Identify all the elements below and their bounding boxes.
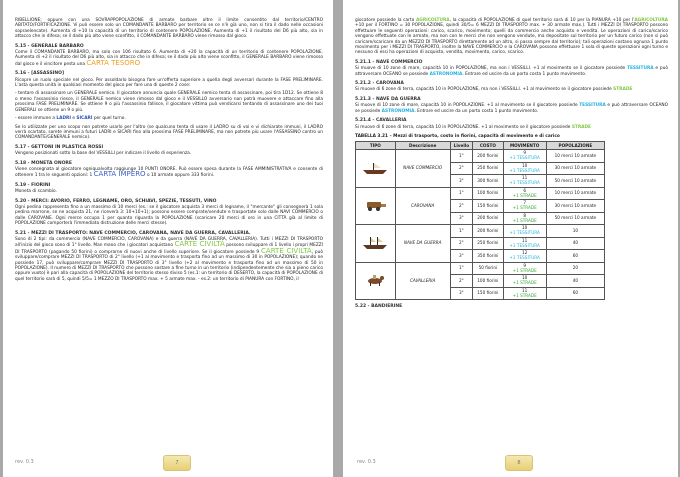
movement-value: 9 [523, 262, 526, 268]
section-heading: 5.19 - FIORINI [15, 182, 51, 188]
paragraph-text: Sono di 2 tipi: da commercio (NAVE COMMERCIO, CAROVANA) e da guerra (NAVE DA GUERRA, CAVALLERIA). Tutti i MEZZI DI TRASPORTO all'inizio del gioco sono di 1° livello. Man mano che i giocatori acquistano [15, 237, 323, 249]
page-left-content [15, 18, 323, 285]
paragraph [355, 66, 668, 77]
paragraph-text: Viene consegnata al giocatore ogniqualvolta raggiunge 10 PUNTI ONORE. Può essere spesa durante la FASE AMMINISTRATIVA e consente di ottenere 1 tra le seguenti opzioni: 1 [15, 166, 323, 179]
movement-cell [503, 275, 546, 288]
section-heading: 5.21.3 - NAVE DA GUERRA [355, 96, 421, 102]
page-number-badge: 8 [505, 455, 533, 471]
highlight-term: TESSITURA [627, 66, 654, 72]
movement-value: 11 [522, 287, 528, 293]
unit-image-cell [356, 187, 396, 225]
section-heading: 5.21 - MEZZI DI TRASPORTO: NAVE COMMERCIO, CAROVANA, NAVE DA GUERRA, CAVALLERIA. [15, 230, 251, 236]
highlight-term: SICARI [76, 116, 93, 122]
level-cell: 1° [450, 262, 473, 275]
population-cell: 30 merci 10 armate [546, 200, 604, 213]
highlight-term: STRADE [613, 87, 633, 93]
table-row [356, 225, 605, 238]
paragraph-text: , può sviluppare/comprare MEZZI DI TRASPORTO di 2° livello (+1 al movimento e trasporta fino ad un massimo di 30 in POPOLAZIONE); quando ne possiede 17, può sviluppare/comprare MEZZI DI TRASPORTO di 3° livello (+2 al movimento e trasporta fino ad un massimo di 50 in POPOLAZIONE). Il numero di MEZZI DI TRASPORTO che possono sostare a fine turno in un territorio (indipendentemente che sia a pieno carico oppure vuoto) è pari alla capacità di POPOLAZIONE del territorio stesso diviso 5 (es.1: un territorio di DESERTO, la capacità di POPOLAZIONE di quel territorio sarà di 5, quindi 5/5= 1 MEZZO DI TRASPORTO max. + 5 armate max. - es.2: un territorio di PIANURA con FORTINO, il [15, 249, 324, 282]
population-cell: 10 merci 10 armate [546, 187, 604, 200]
movement-bonus: +1 TESSITURA [509, 242, 540, 248]
paragraph-text: , la capacità di POPOLAZIONE di quel territorio sarà di 10 per la PIANURA +10 per l' [449, 18, 635, 23]
section-heading: 5.21.4 - CAVALLERIA [355, 118, 407, 124]
paragraph [355, 87, 668, 92]
movement-bonus: +1 STRADE [512, 217, 537, 223]
cavalry-icon [361, 273, 389, 287]
movement-cell [503, 162, 546, 175]
level-cell: 2° [450, 275, 473, 288]
section-heading: 5.21.2 - CAROVANA [355, 81, 404, 87]
paragraph-text: +10 per il FORTINO = 30 POPOLAZIONE, quindi 30/5= 6 MEZZI DI TRASPORTO max. + 30 armate max.). Tutti i MEZZI DI TRASPORTO possono effettuare le seguenti operazioni: carico, scarico, movimento; quelli da commercio anche acquisto e vendita. Le operazioni di carico/scarico vengono effettuate con le armate, ma non con le merci che non vengono vendute, ma depositate sul territorio per un futuro carico (non si può caricare/scaricare da un MEZZO DI TRASPORTO direttamente ad un altro, si passa sempre dal territorio); tali operazioni costano ognuna 1 punto movimento per i MEZZI DI TRASPORTO, inoltre la NAVE COMMERCIO e la CAROVANA possono effettuare 1 sola di queste operazioni ogni turno e nessuno di essi ha operazioni di acquisto, vendita, movimento, carico, scarico. [355, 23, 668, 56]
paragraph [15, 50, 323, 67]
table-row [356, 262, 605, 275]
paragraph-text: Si muove di 6 zone di terra, capacità 10 in POPOLAZIONE. +1 al movimento se il giocatore possiede [355, 124, 571, 130]
paragraph: Ricopre un ruolo speciale nel gioco. Per assoldarlo bisogna fare un'offerta superiore a quella degli avversari durante la FASE PRELIMINARE. L'asta questa unità in qualsiasi momento del gioco per fare una di queste 2 cose: [15, 77, 323, 89]
highlight-card-name: CARTE CIVILTÀ [261, 246, 312, 255]
table-header-cell: TIPO [356, 142, 396, 150]
movement-bonus: +1 TESSITURA [509, 230, 540, 236]
table-header-cell: Livello [450, 142, 473, 150]
population-cell: 20 [546, 262, 604, 275]
paragraph [15, 167, 323, 179]
paragraph [355, 18, 668, 56]
highlight-term: AGRICOLTURA [415, 18, 450, 23]
table-row [356, 150, 605, 163]
section-heading: 5.20 - MERCI: AVORIO, FERRO, LEGNAME, ORO, SCHIAVI, SPEZIE, TESSUTI, VINO [15, 198, 217, 204]
movement-cell [503, 212, 546, 225]
level-cell: 1° [450, 225, 473, 238]
cost-cell: 250 fiorini [473, 162, 503, 175]
table-caption: TABELLA 3.21 – Mezzi di trasporto, costo in fiorini, capacità di movimento e di carico [355, 133, 560, 139]
paragraph: - tentare di assassinare un GENERALE nemico. Il giocatore annuncia quale GENERALE nemico tenta di assassinare, poi tira 1D12. Se ottiene 8 o meno l'assassinio riesce, il GENERALE nemico viene rimosso dal gioco e il VESSILLO avversario non potrà muovere e attaccare fino alla prossima FASE PRELIMINARE. Se ottiene 9 o più l'assassinio fallisce, il giocatore vittima può vendicarsi tentando di assassinare uno dei tuoi GENERALI se ottiene un 9 o più. [15, 91, 323, 113]
cost-cell: 200 fiorini [473, 150, 503, 163]
movement-value: 10 [522, 162, 528, 168]
movement-value: 11 [522, 237, 528, 243]
page-number-badge: 7 [163, 455, 191, 471]
transport-table [355, 141, 605, 300]
cost-cell: 150 fiorini [473, 287, 503, 300]
level-cell: 2° [450, 200, 473, 213]
highlight-term: TESSITURA [579, 103, 606, 109]
highlight-term: STRADE [571, 124, 591, 130]
unit-name-cell: NAVE DA GUERRA [395, 225, 450, 263]
paragraph: Se lo utilizzate per uno scopo non potrete usarlo per l'altro (se qualcuno tenta di usare il LADRO su di voi e vi dichiarate immuni, il LADRO verrà scartato, sarete immuni a futuri LADRI e SICARI fino alla prossima FASE PRELIMINARE, ma non potrete più usare l'ASSASSINO contro un COMANDANTE/GENERALE nemico). [15, 124, 323, 141]
movement-bonus: +1 TESSITURA [509, 255, 540, 261]
movement-bonus: +1 STRADE [512, 205, 537, 211]
movement-bonus: +1 STRADE [512, 192, 537, 198]
movement-cell [503, 187, 546, 200]
document-page-left [3, 0, 333, 477]
paragraph-text: Si muove di 10 zone di mare, capacità 10 in POPOLAZIONE, ma non i VESSILLI. +1 al movimento se il giocatore possiede [355, 66, 626, 72]
level-cell: 1° [450, 150, 473, 163]
section-heading: 5.17 - GETTONI IN PLASTICA ROSSI [15, 144, 104, 150]
footer-revision: rev. 0.3 [15, 459, 34, 465]
table-header-row [356, 142, 605, 150]
level-cell: 3° [450, 250, 473, 263]
unit-name-cell: NAVE COMMERCIO [395, 150, 450, 188]
cost-cell: 50 fiorini [473, 262, 503, 275]
movement-cell [503, 287, 546, 300]
level-cell: 2° [450, 237, 473, 250]
paragraph-text: possono sviluppare di 1 livello i propri MEZZI DI TRASPORTO (pagando 50 fiorini) o comprarne di nuovi anche di livello superiore. Se il giocatore possiede 9 [15, 243, 324, 255]
movement-value: 6 [523, 187, 526, 193]
table-header-cell: POPOLAZIONE [546, 142, 604, 150]
movement-bonus: +1 STRADE [512, 292, 537, 298]
cost-cell: 250 fiorini [473, 237, 503, 250]
population-cell: 30 merci 10 armate [546, 162, 604, 175]
movement-cell [503, 175, 546, 188]
paragraph: Moneta di scambio. [15, 189, 57, 195]
movement-bonus: +1 STRADE [512, 280, 537, 286]
table-row [356, 187, 605, 200]
paragraph-text: . Entrare ed uscire da un porto costa 1 punto movimento. [414, 108, 539, 114]
page-right-content [355, 18, 668, 311]
movement-bonus: +1 STRADE [512, 267, 537, 273]
level-cell: 2° [450, 162, 473, 175]
paragraph-text: e [72, 116, 75, 122]
table-header-cell: COSTO [473, 142, 503, 150]
paragraph: Vengono posizionati sotto la base del VESSILLI per indicare il livello di esperienza. [15, 151, 192, 157]
highlight-term: ASTRONOMIA [429, 71, 463, 77]
movement-bonus: +1 TESSITURA [509, 167, 540, 173]
population-cell: 10 merci 10 armate [546, 150, 604, 163]
population-cell: 60 [546, 250, 604, 263]
highlight-card-name: CARTA IMPERO [93, 170, 146, 179]
movement-value: 10 [522, 275, 528, 281]
cost-cell: 300 fiorini [473, 175, 503, 188]
cost-cell: 200 fiorini [473, 212, 503, 225]
highlight-card-name: CARTE CIVILTÀ [174, 240, 225, 249]
section-heading: 5.21.1 - NAVE COMMERCIO [355, 59, 423, 65]
document-page-right [343, 0, 678, 477]
cost-cell: 100 fiorini [473, 275, 503, 288]
movement-value: 12 [522, 250, 528, 256]
movement-value: 8 [523, 212, 526, 218]
movement-bonus: +1 TESSITURA [509, 155, 540, 161]
movement-value: 11 [522, 175, 528, 181]
paragraph-text: per quel turno. [93, 116, 126, 122]
paragraph-text: Come il COMANDANTE BARBARO, ma solo con 106 risultato 6. Aumenta di +20 la capacità di un territorio di contenere POPOLAZIONE. Aumenta di +2 il risultato del D6 più alto, sia in attacco che in difesa; se il dado più alto viene sconfitto, il GENERALE BARBARO viene rimosso dal gioco e il vincitore pesta una [15, 50, 323, 67]
paragraph-text: giocatore possiede la carta [355, 18, 415, 23]
table-header-cell: MOVIMENTO [503, 142, 546, 150]
movement-cell [503, 200, 546, 213]
level-cell: 3° [450, 287, 473, 300]
movement-value: 9 [523, 150, 526, 156]
table-body [356, 150, 605, 300]
population-cell: 60 [546, 287, 604, 300]
merchant-ship-icon [361, 161, 389, 175]
population-cell: 50 merci 10 armate [546, 212, 604, 225]
highlight-term: ASTRONOMIA [381, 108, 415, 114]
population-cell: 10 [546, 225, 604, 238]
paragraph: Ogni pedina rappresenta fino a un massimo di 10 merci (es.: se il giocatore acquista 3 merci di legname, il "mercante" gli consegnerà 1 sola pedina marrone, se ne acquista 21, ne riceverà 3: 10+10+1); possono essere comprate/vendute e trasportate solo dalle NAVI COMMERCIO o dalle CAROVANE. Ogni merce occupa 1 per quanto riguarda la POPOLAZIONE (scaricare 20 merci di oro in una CITTÀ già al limite di POPOLAZIONE comporterà l'immediata distruzione delle merci stesse). [15, 204, 323, 227]
section-heading: 5.15 - GENERALE BARBARO [15, 43, 84, 49]
movement-cell [503, 250, 546, 263]
cost-cell: 200 fiorini [473, 225, 503, 238]
unit-image-cell [356, 262, 396, 300]
cost-cell: 100 fiorini [473, 187, 503, 200]
movement-cell [503, 237, 546, 250]
unit-image-cell [356, 225, 396, 263]
movement-cell [503, 225, 546, 238]
unit-image-cell [356, 150, 396, 188]
highlight-term: AGRICOLTURA [634, 18, 668, 23]
highlight-card-name: CARTA TESORO [86, 58, 141, 67]
level-cell: 3° [450, 175, 473, 188]
population-cell: 40 [546, 275, 604, 288]
paragraph-text: . Entrare ed uscire da un porto costa 1 punto movimento. [462, 71, 587, 77]
paragraph [15, 237, 323, 282]
paragraph-text: o 10 armate oppure 333 fiorini. [146, 173, 215, 179]
cost-cell: 350 fiorini [473, 250, 503, 263]
population-cell: 40 [546, 237, 604, 250]
paragraph-text: Si muove di 10 zone di mare, capacità 10 in POPOLAZIONE. +1 al movimento se il giocatore possiede [355, 103, 578, 109]
unit-name-cell: CAVALLERIA [395, 262, 450, 300]
movement-bonus: +1 TESSITURA [509, 180, 540, 186]
paragraph [355, 103, 668, 114]
paragraph-text: e può attraversare OCEANO se possiede [355, 66, 668, 77]
section-heading: 5.16 - [ASSASSINO] [15, 71, 65, 77]
table-header-cell: Descrizione [395, 142, 450, 150]
movement-value: 7 [523, 200, 526, 206]
movement-value: 10 [522, 225, 528, 231]
paragraph-text: - essere immune a [15, 116, 56, 122]
paragraph-text: Si muove di 6 zone di terra, capacità 10 in POPOLAZIONE, ma non i VESSILLI. +1 al movimento se il giocatore possiede [355, 87, 612, 93]
paragraph-text: e può attraversare OCEANO se possiede [355, 103, 669, 114]
paragraph [355, 125, 668, 130]
paragraph [15, 116, 323, 121]
population-cell: 50 merci 10 armate [546, 175, 604, 188]
section-heading: 5.18 - MONETA ONORE [15, 160, 72, 166]
section-heading: 5.22 - BANDIERINE [355, 304, 403, 310]
level-cell: 3° [450, 212, 473, 225]
cost-cell: 150 fiorini [473, 200, 503, 213]
warship-icon [361, 236, 389, 250]
movement-cell [503, 262, 546, 275]
movement-cell [503, 150, 546, 163]
level-cell: 1° [450, 187, 473, 200]
paragraph: RIBELLIONE; oppure con una SOVRAPPOPOLAZIONE di armate barbare oltre il limite consentito dal territorio/CENTRO ABITATO/FORTIFICAZIONE. Vi può essere solo un COMANDANTE BARBARO per territorio se ce n'è già uno, non si tira il dado nelle occasioni sopraelencate). Aumenta di +10 la capacità di un territorio di contenere POPOLAZIONE. Aumenta di +1 il risultato del D6 più alto, sia in attacco che in difesa; se il dado più alto viene sconfitto, il COMANDANTE BARBARO viene rimosso dal gioco. [15, 18, 323, 40]
footer-revision: rev. 0.3 [357, 459, 376, 465]
unit-name-cell: CAROVANA [395, 187, 450, 225]
highlight-term: LADRI [56, 116, 71, 122]
caravan-icon [361, 198, 389, 212]
